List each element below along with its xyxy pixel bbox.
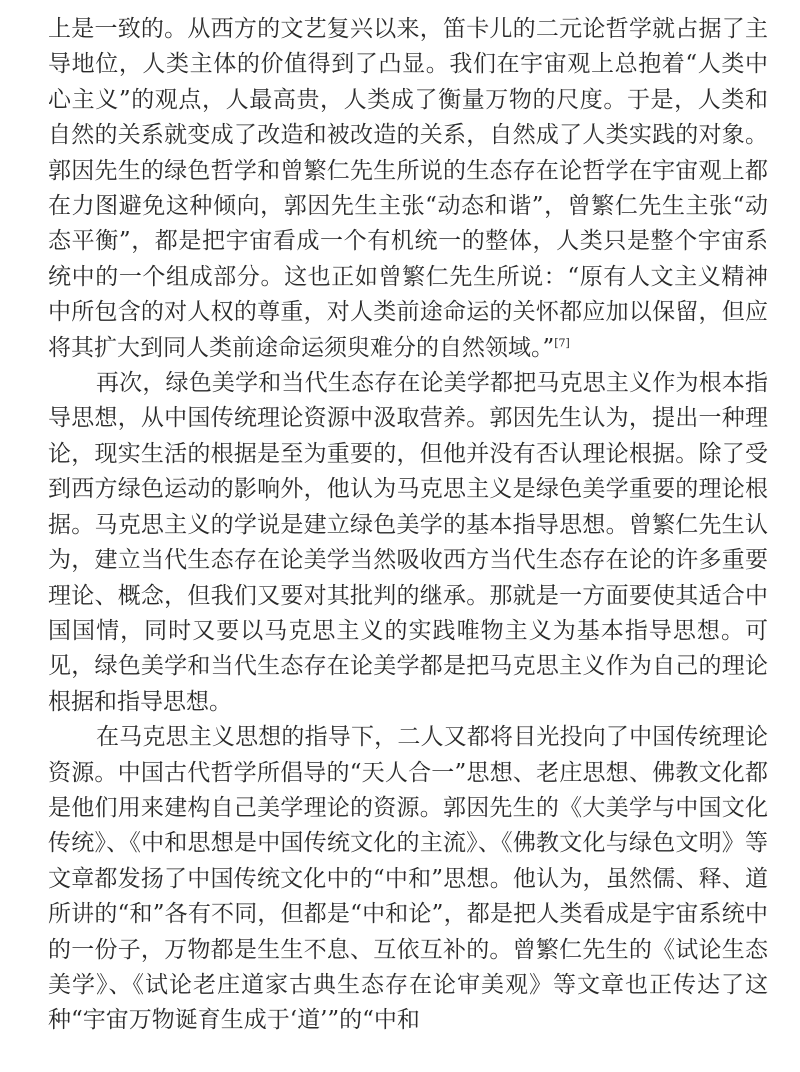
document-page (48, 12, 768, 1039)
paragraph: 再次，绿色美学和当代生态存在论美学都把马克思主义作为根本指导思想，从中国传统理论资源中汲取营养。郭因先生认为，提出一种理论，现实生活的根据是至为重要的，但他并没有否认理论根据。除了受到西方绿色运动的影响外，他认为马克思主义是绿色美学重要的理论根据。马克思主义的学说是建立绿色美学的基本指导思想。曾繁仁先生认为，建立当代生态存在论美学当然吸收西方当代生态存在论的许多重要理论、概念，但我们又要对其批判的继承。那就是一方面要使其适合中国国情，同时又要以马克思主义的实践唯物主义为基本指导思想。可见，绿色美学和当代生态存在论美学都是把马克思主义作为自己的理论根据和指导思想。 (48, 370, 768, 715)
paragraph: 在马克思主义思想的指导下，二人又都将目光投向了中国传统理论资源。中国古代哲学所倡导的“天人合一”思想、老庄思想、佛教文化都是他们用来建构自己美学理论的资源。郭因先生的《大美学与中国文化传统》、《中和思想是中国传统文化的主流》、《佛教文化与绿色文明》等文章都发扬了中国传统文化中的“中和”思想。他认为，虽然儒、释、道所讲的“和”各有不同，但都是“中和论”，都是把人类看成是宇宙系统中的一份子，万物都是生生不息、互依互补的。曾繁仁先生的《试论生态美学》、《试论老庄道家古典生态存在论审美观》等文章也正传达了这种“宇宙万物诞育生成于‘道’”的“中和 (48, 724, 768, 1034)
footnote-marker: [7] (554, 336, 570, 349)
paragraph-text: 上是一致的。从西方的文艺复兴以来，笛卡儿的二元论哲学就占据了主导地位，人类主体的价值得到了凸显。我们在宇宙观上总抱着“人类中心主义”的观点，人最高贵，人类成了衡量万物的尺度。于是，人类和自然的关系就变成了改造和被改造的关系，自然成了人类实践的对象。郭因先生的绿色哲学和曾繁仁先生所说的生态存在论哲学在宇宙观上都在力图避免这种倾向，郭因先生主张“动态和谐”，曾繁仁先生主张“动态平衡”，都是把宇宙看成一个有机统一的整体，人类只是整个宇宙系统中的一个组成部分。这也正如曾繁仁先生所说：“原有人文主义精神中所包含的对人权的尊重，对人类前途命运的关怀都应加以保留，但应将其扩大到同人类前途命运须臾难分的自然领域。” (48, 16, 768, 361)
paragraph (48, 12, 768, 366)
